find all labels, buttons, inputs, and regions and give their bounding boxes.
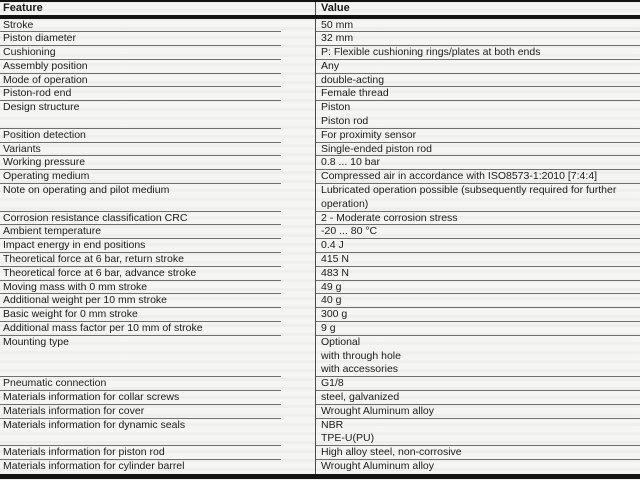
feature-label: Corrosion resistance classification CRC xyxy=(3,211,188,224)
feature-label: Materials information for collar screws xyxy=(3,391,180,404)
value-line: steel, galvanized xyxy=(321,391,400,404)
value-cell xyxy=(315,46,640,60)
value-cell xyxy=(315,446,640,460)
feature-cell xyxy=(0,19,315,33)
table-row xyxy=(0,294,640,308)
feature-cell xyxy=(0,419,315,447)
value-cell xyxy=(315,239,640,253)
table-row xyxy=(0,101,640,129)
value-cell xyxy=(315,419,640,447)
value-line: G1/8 xyxy=(321,377,344,390)
feature-label: Cushioning xyxy=(3,46,56,59)
value-cell xyxy=(315,336,640,377)
value-line: Piston rod xyxy=(321,115,369,128)
feature-label: Note on operating and pilot medium xyxy=(3,184,170,197)
value-cell xyxy=(315,184,640,212)
value-line: Wrought Aluminum alloy xyxy=(321,460,435,472)
value-cell xyxy=(315,170,640,184)
table-row xyxy=(0,74,640,88)
feature-label: Theoretical force at 6 bar, return stroke xyxy=(3,253,184,266)
value-cell xyxy=(315,294,640,308)
value-cell xyxy=(315,143,640,157)
value-line: For proximity sensor xyxy=(321,128,417,141)
feature-label: Moving mass with 0 mm stroke xyxy=(3,280,148,293)
value-cell xyxy=(315,391,640,405)
feature-cell xyxy=(0,377,315,391)
table-row xyxy=(0,377,640,391)
value-cell xyxy=(315,308,640,322)
feature-label: Additional mass factor per 10 mm of stroke xyxy=(3,322,203,335)
feature-label: Mode of operation xyxy=(3,73,88,86)
feature-cell xyxy=(0,212,315,226)
feature-cell xyxy=(0,446,315,460)
feature-cell xyxy=(0,405,315,419)
value-line: 483 N xyxy=(321,266,350,279)
table-row xyxy=(0,170,640,184)
feature-cell xyxy=(0,391,315,405)
value-line: Female thread xyxy=(321,87,389,100)
value-line: Lubricated operation possible (subsequently required for further xyxy=(321,184,617,197)
table-header xyxy=(0,2,640,15)
feature-cell xyxy=(0,129,315,143)
feature-label: Assembly position xyxy=(3,59,88,72)
feature-cell xyxy=(0,308,315,322)
feature-label: Additional weight per 10 mm stroke xyxy=(3,294,167,307)
table-row xyxy=(0,212,640,226)
feature-cell xyxy=(0,225,315,239)
feature-label: Position detection xyxy=(3,128,86,141)
value-cell xyxy=(315,19,640,33)
feature-label: Impact energy in end positions xyxy=(3,239,146,252)
table-row xyxy=(0,129,640,143)
value-line: TPE-U(PU) xyxy=(321,432,375,445)
table-row xyxy=(0,143,640,157)
feature-label: Working pressure xyxy=(3,156,86,169)
feature-label: Operating medium xyxy=(3,170,90,183)
value-cell xyxy=(315,129,640,143)
table-row xyxy=(0,239,640,253)
table-row xyxy=(0,446,640,460)
value-line: P: Flexible cushioning rings/plates at both ends xyxy=(321,46,541,59)
value-line: 40 g xyxy=(321,294,342,307)
value-line: double-acting xyxy=(321,73,385,86)
table-row xyxy=(0,253,640,267)
table-row xyxy=(0,419,640,447)
value-cell xyxy=(315,322,640,336)
value-cell xyxy=(315,377,640,391)
table-row xyxy=(0,225,640,239)
table-row xyxy=(0,336,640,377)
value-cell xyxy=(315,74,640,88)
value-line: with through hole xyxy=(321,349,401,362)
table-row xyxy=(0,308,640,322)
value-line: Optional xyxy=(321,335,361,348)
feature-cell xyxy=(0,32,315,46)
feature-label: Ambient temperature xyxy=(3,225,102,238)
feature-label: Variants xyxy=(3,142,41,155)
feature-label: Piston diameter xyxy=(3,32,76,45)
value-cell xyxy=(315,253,640,267)
feature-label: Materials information for cover xyxy=(3,404,145,417)
column-header-feature: Feature xyxy=(3,2,43,14)
table-row xyxy=(0,156,640,170)
feature-cell xyxy=(0,322,315,336)
table-row xyxy=(0,46,640,60)
table-row xyxy=(0,267,640,281)
feature-cell xyxy=(0,281,315,295)
value-cell xyxy=(315,212,640,226)
feature-label: Piston-rod end xyxy=(3,87,72,100)
value-line: 9 g xyxy=(321,322,336,335)
value-line: 0.4 J xyxy=(321,239,344,252)
value-line: with accessories xyxy=(321,363,399,376)
table-bottom-border xyxy=(0,474,640,479)
table-row xyxy=(0,87,640,101)
feature-cell xyxy=(0,253,315,267)
table-row xyxy=(0,460,640,474)
feature-label: Materials information for cylinder barrel xyxy=(3,460,185,472)
feature-cell xyxy=(0,60,315,74)
value-line: -20 ... 80 °C xyxy=(321,225,378,238)
value-cell xyxy=(315,32,640,46)
value-cell xyxy=(315,267,640,281)
value-line: Single-ended piston rod xyxy=(321,142,432,155)
feature-cell xyxy=(0,336,315,377)
value-line: 50 mm xyxy=(321,18,354,31)
value-cell xyxy=(315,460,640,474)
feature-cell xyxy=(0,156,315,170)
feature-label: Pneumatic connection xyxy=(3,377,107,390)
feature-cell xyxy=(0,460,315,474)
value-cell xyxy=(315,87,640,101)
value-line: NBR xyxy=(321,418,344,431)
table-row xyxy=(0,405,640,419)
table-row xyxy=(0,60,640,74)
feature-label: Design structure xyxy=(3,101,80,114)
feature-cell xyxy=(0,267,315,281)
feature-cell xyxy=(0,184,315,212)
value-line: 300 g xyxy=(321,308,348,321)
value-line: 0.8 ... 10 bar xyxy=(321,156,380,169)
value-line: 415 N xyxy=(321,253,350,266)
feature-label: Theoretical force at 6 bar, advance stroke xyxy=(3,266,197,279)
feature-label: Basic weight for 0 mm stroke xyxy=(3,308,138,321)
table-row xyxy=(0,281,640,295)
value-line: Wrought Aluminum alloy xyxy=(321,404,435,417)
value-line: Piston xyxy=(321,101,351,114)
value-line: Compressed air in accordance with ISO8573-1:2010 [7:4:4] xyxy=(321,170,598,183)
table-row xyxy=(0,322,640,336)
feature-cell xyxy=(0,101,315,129)
value-cell xyxy=(315,405,640,419)
value-line: 32 mm xyxy=(321,32,354,45)
table-body xyxy=(0,19,640,474)
feature-cell xyxy=(0,87,315,101)
feature-cell xyxy=(0,143,315,157)
column-header-value: Value xyxy=(315,2,640,15)
value-line: 49 g xyxy=(321,280,342,293)
value-line: High alloy steel, non-corrosive xyxy=(321,446,462,459)
table-row xyxy=(0,184,640,212)
table-row xyxy=(0,19,640,33)
feature-label: Mounting type xyxy=(3,335,69,348)
value-cell xyxy=(315,101,640,129)
feature-cell xyxy=(0,46,315,60)
table-row xyxy=(0,391,640,405)
value-line: 2 - Moderate corrosion stress xyxy=(321,211,458,224)
feature-label: Materials information for dynamic seals xyxy=(3,418,186,431)
feature-label: Stroke xyxy=(3,18,34,31)
feature-cell xyxy=(0,170,315,184)
value-cell xyxy=(315,225,640,239)
value-line: Any xyxy=(321,59,340,72)
value-cell xyxy=(315,281,640,295)
table-row xyxy=(0,32,640,46)
feature-label: Materials information for piston rod xyxy=(3,446,165,459)
value-line: operation) xyxy=(321,197,369,210)
feature-cell xyxy=(0,294,315,308)
value-cell xyxy=(315,156,640,170)
feature-cell xyxy=(0,74,315,88)
value-cell xyxy=(315,60,640,74)
feature-cell xyxy=(0,239,315,253)
